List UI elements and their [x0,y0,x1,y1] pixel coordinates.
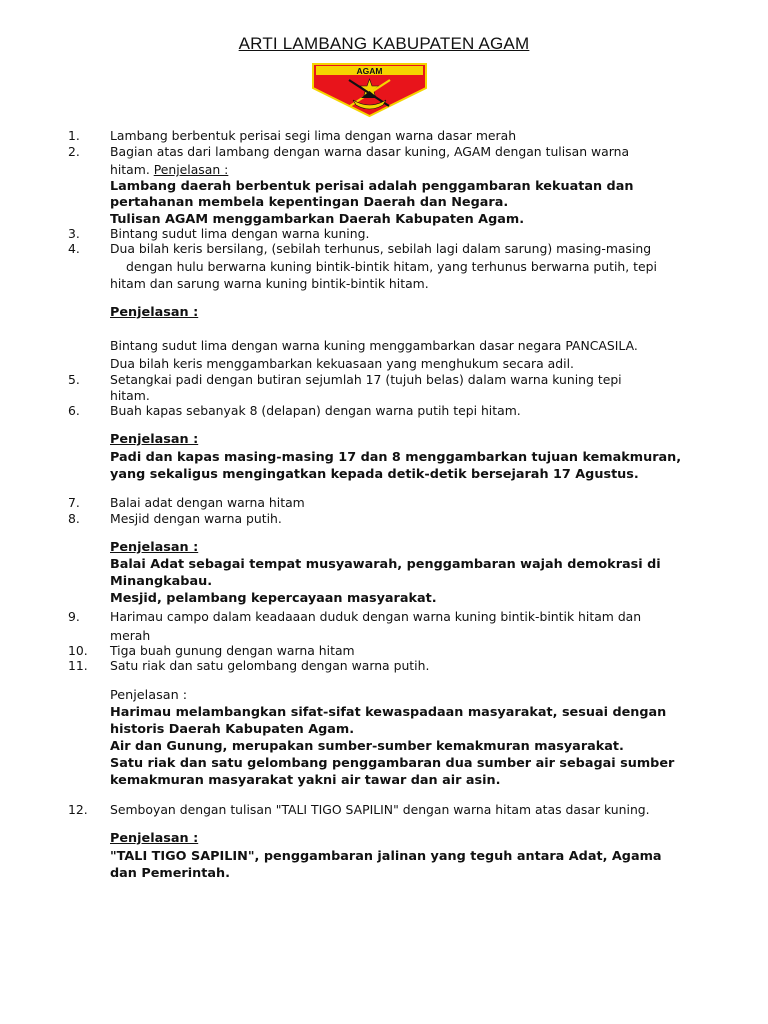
explanation-line: "TALI TIGO SAPILIN", penggambaran jalinan yang teguh antara Adat, Agama [110,849,662,864]
explanation-line: Bintang sudut lima dengan warna kuning menggambarkan dasar negara PANCASILA. [110,338,638,353]
explanation-line: dan Pemerintah. [110,866,230,881]
agam-coat-of-arms [309,58,430,118]
explanation-line: pertahanan membela kepentingan Daerah dan Negara. [110,195,509,210]
list-item-continuation: merah [110,628,151,643]
explanation-label: Penjelasan : [110,688,188,703]
explanation-line: kemakmuran masyarakat yakni air tawar dan air asin. [110,773,501,788]
explanation-label: Penjelasan : [110,831,199,846]
explanation-line: Lambang daerah berbentuk perisai adalah penggambaran kekuatan dan [110,179,634,194]
explanation-label: Penjelasan : [110,305,199,320]
explanation-line: Tulisan AGAM menggambarkan Daerah Kabupaten Agam. [110,212,525,227]
list-item-continuation: dengan hulu berwarna kuning bintik-bintik hitam, yang terhunus berwarna putih, tepi [126,259,657,274]
explanation-line: Padi dan kapas masing-masing 17 dan 8 menggambarkan tujuan kemakmuran, [110,450,682,465]
list-item-continuation: hitam dan sarung warna kuning bintik-bintik hitam. [110,276,429,291]
explanation-line: Satu riak dan satu gelombang penggambaran dua sumber air sebagai sumber [110,756,675,771]
explanation-label: Penjelasan : [110,432,199,447]
explanation-line: Harimau melambangkan sifat-sifat kewaspadaan masyarakat, sesuai dengan [110,705,667,720]
list-item-continuation: hitam. [110,388,150,403]
explanation-line: Dua bilah keris menggambarkan kekuasaan yang menghukum secara adil. [110,356,574,371]
explanation-line: Mesjid, pelambang kepercayaan masyarakat. [110,591,437,606]
explanation-label: Penjelasan : [110,540,199,555]
explanation-line: Air dan Gunung, merupakan sumber-sumber kemakmuran masyarakat. [110,739,624,754]
explanation-line: yang sekaligus mengingatkan kepada detik-detik bersejarah 17 Agustus. [110,467,639,482]
explanation-line: Balai Adat sebagai tempat musyawarah, penggambaran wajah demokrasi di [110,557,661,572]
explanation-label: Penjelasan : [153,162,229,177]
document-page: ARTI LAMBANG KABUPATEN AGAM AGAM 1. Lambang berbentuk perisai segi lima dengan warna dasar merah 2. Bagian atas dari lambang dengan warna dasar kuning, AGAM dengan tulisan warna hitam. Penjelasan : Lambang daerah berbentuk perisai adalah penggambaran kekuatan dan pertahanan membela kepentingan Daerah dan Negara. Tulisan AGAM menggambarkan Daerah Kabupaten Agam. 3. Bintang sudut lima dengan warna kuning. 4. Dua bilah keris bersilang, (sebilah terhunus, sebilah lagi dalam sarung) masing-masing dengan hulu berwarna kuning bintik-bintik hitam, yang terhunus berwarna putih, tepi hitam dan sarung warna kuning bintik-bintik hitam. Penjelasan : Bintang sudut lima dengan warna kuning menggambarkan dasar negara PANCASILA. Dua bilah keris menggambarkan kekuasaan yang menghukum secara adil. 5. Setangkai padi dengan butiran sejumlah 17 (tujuh belas) dalam warna kuning tepi hitam. 6. Buah kapas sebanyak 8 (delapan) dengan warna putih tepi hitam. Penjelasan : Padi dan kapas masing-masing 17 dan 8 menggambarkan tujuan kemakmuran, yang sekaligus mengingatkan kepada detik-detik bersejarah 17 Agustus. 7. Balai adat dengan warna hitam 8. Mesjid dengan warna putih. Penjelasan : Balai Adat sebagai tempat musyawarah, penggambaran wajah demokrasi di Minangkabau. Mesjid, pelambang kepercayaan masyarakat. 9. Harimau campo dalam keadaaan duduk dengan warna kuning bintik-bintik hitam dan merah 10. Tiga buah gunung dengan warna hitam 11. Satu riak dan satu gelombang dengan warna putih. Penjelasan : Harimau melambangkan sifat-sifat kewaspadaan masyarakat, sesuai dengan historis Daerah Kabupaten Agam. Air dan Gunung, merupakan sumber-sumber kemakmuran masyarakat. Satu riak dan satu gelombang penggambaran dua sumber air sebagai sumber kemakmuran masyarakat yakni air tawar dan air asin. 12. Semboyan dengan tulisan "TALI TIGO SAPILIN" dengan warna hitam atas dasar kuning. Penjelasan : "TALI TIGO SAPILIN", penggambaran jalinan yang teguh antara Adat, Agama dan Pemerintah. [0,0,768,1024]
explanation-line: Minangkabau. [110,574,213,589]
explanation-line: historis Daerah Kabupaten Agam. [110,722,355,737]
page-title: ARTI LAMBANG KABUPATEN AGAM [238,34,530,53]
logo-text: AGAM [356,66,383,76]
